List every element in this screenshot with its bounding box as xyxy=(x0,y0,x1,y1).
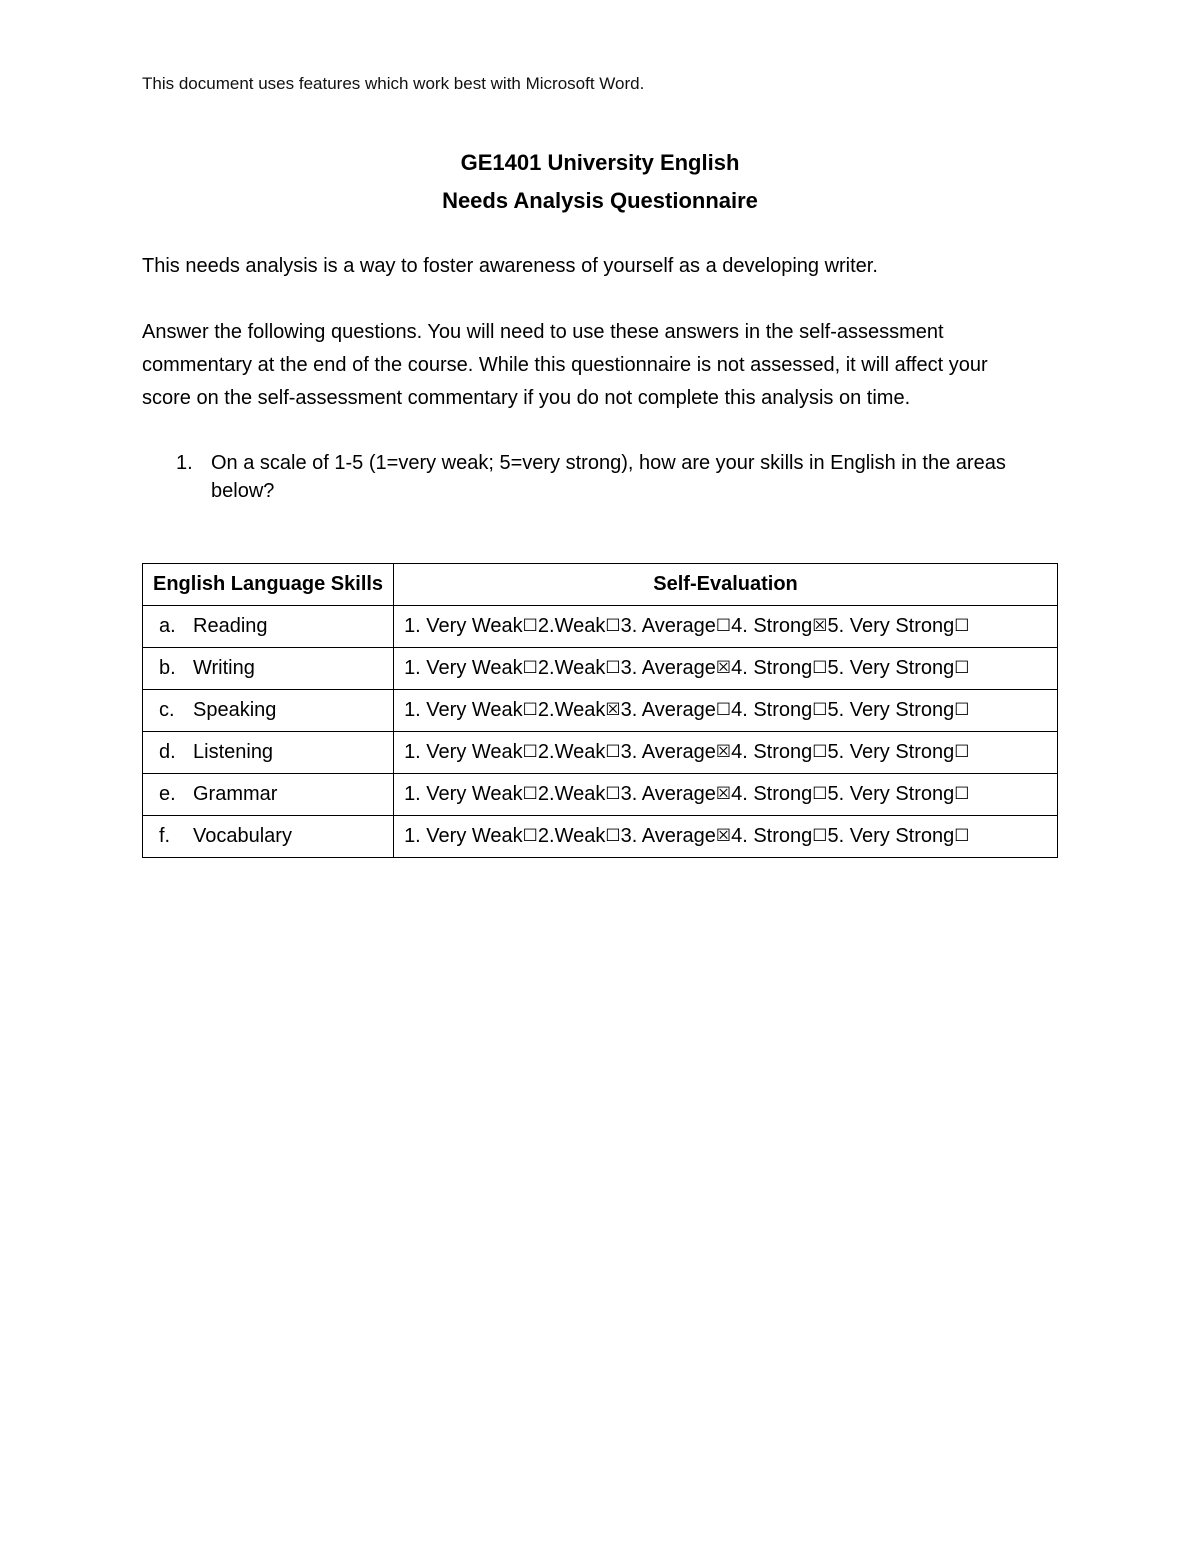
unchecked-checkbox[interactable]: ☐ xyxy=(954,742,970,762)
course-title: GE1401 University English xyxy=(460,150,740,175)
rating-option-label: 1. Very Weak xyxy=(404,741,523,763)
skill-cell xyxy=(143,732,394,774)
unchecked-checkbox[interactable]: ☐ xyxy=(812,826,828,846)
word-compatibility-notice: This document uses features which work best with Microsoft Word. xyxy=(142,74,645,93)
unchecked-checkbox[interactable]: ☐ xyxy=(954,700,970,720)
skill-letter: e. xyxy=(159,783,176,805)
question-number: 1. xyxy=(176,452,193,474)
checked-checkbox[interactable]: ☒ xyxy=(715,826,732,846)
skill-cell xyxy=(143,690,394,732)
unchecked-checkbox[interactable]: ☐ xyxy=(522,742,538,762)
rating-option-label: 2.Weak xyxy=(537,741,606,763)
rating-option-label: 4. Strong xyxy=(731,657,813,679)
rating-option-label: 1. Very Weak xyxy=(404,615,523,637)
checked-checkbox[interactable]: ☒ xyxy=(605,700,621,720)
rating-option-label: 2.Weak xyxy=(537,699,606,721)
rating-cell xyxy=(394,816,1058,858)
table-row xyxy=(143,606,1058,648)
unchecked-checkbox[interactable]: ☐ xyxy=(522,616,538,636)
rating-option-label: 3. Average xyxy=(620,657,716,679)
unchecked-checkbox[interactable]: ☐ xyxy=(605,784,621,804)
skill-name: Vocabulary xyxy=(193,825,292,847)
skills-table-body xyxy=(143,606,1058,858)
unchecked-checkbox[interactable]: ☐ xyxy=(954,826,970,846)
unchecked-checkbox[interactable]: ☐ xyxy=(522,700,538,720)
rating-option-label: 2.Weak xyxy=(537,657,606,679)
rating-option-label: 5. Very Strong xyxy=(827,615,955,637)
rating-option-label: 3. Average xyxy=(620,615,716,637)
rating-option-label: 2.Weak xyxy=(537,783,606,805)
table-row xyxy=(143,690,1058,732)
unchecked-checkbox[interactable]: ☐ xyxy=(605,742,621,762)
skills-table xyxy=(142,563,1058,858)
skill-letter: b. xyxy=(159,657,176,679)
rating-option-label: 5. Very Strong xyxy=(827,825,955,847)
questionnaire-title: Needs Analysis Questionnaire xyxy=(442,188,758,213)
table-header-row xyxy=(143,564,1058,606)
skill-name: Grammar xyxy=(193,783,278,805)
rating-option-label: 4. Strong xyxy=(731,615,813,637)
rating-option-label: 4. Strong xyxy=(731,741,813,763)
rating-option-label: 5. Very Strong xyxy=(827,741,955,763)
rating-option-label: 4. Strong xyxy=(731,825,813,847)
unchecked-checkbox[interactable]: ☐ xyxy=(715,700,732,720)
instructions-paragraph: Answer the following questions. You will need to use these answers in the self-assessment commentary at the end of the course. While this questionnaire is not assessed, it will affect your score on the self-assessment commentary if you do not complete this analysis on time. xyxy=(142,321,988,409)
skill-letter: f. xyxy=(159,825,171,847)
rating-cell xyxy=(394,648,1058,690)
rating-option-label: 3. Average xyxy=(620,825,716,847)
table-row xyxy=(143,774,1058,816)
rating-cell xyxy=(394,732,1058,774)
unchecked-checkbox[interactable]: ☐ xyxy=(605,658,621,678)
rating-option-label: 2.Weak xyxy=(537,825,606,847)
rating-option-label: 1. Very Weak xyxy=(404,783,523,805)
skill-cell xyxy=(143,774,394,816)
skill-cell xyxy=(143,648,394,690)
rating-option-label: 3. Average xyxy=(620,783,716,805)
rating-option-label: 1. Very Weak xyxy=(404,657,523,679)
skill-letter: d. xyxy=(159,741,176,763)
rating-option-label: 1. Very Weak xyxy=(404,699,523,721)
unchecked-checkbox[interactable]: ☐ xyxy=(812,700,828,720)
unchecked-checkbox[interactable]: ☐ xyxy=(522,658,538,678)
unchecked-checkbox[interactable]: ☐ xyxy=(605,616,621,636)
table-row xyxy=(143,816,1058,858)
rating-option-label: 1. Very Weak xyxy=(404,825,523,847)
unchecked-checkbox[interactable]: ☐ xyxy=(715,616,732,636)
unchecked-checkbox[interactable]: ☐ xyxy=(812,658,828,678)
rating-option-label: 5. Very Strong xyxy=(827,699,955,721)
question-text: On a scale of 1-5 (1=very weak; 5=very strong), how are your skills in English in the areas below? xyxy=(211,452,1006,502)
unchecked-checkbox[interactable]: ☐ xyxy=(954,616,970,636)
unchecked-checkbox[interactable]: ☐ xyxy=(954,658,970,678)
table-row xyxy=(143,648,1058,690)
unchecked-checkbox[interactable]: ☐ xyxy=(605,826,621,846)
header-skills: English Language Skills xyxy=(143,564,394,606)
table-row xyxy=(143,732,1058,774)
rating-option-label: 5. Very Strong xyxy=(827,657,955,679)
skill-cell xyxy=(143,606,394,648)
rating-cell xyxy=(394,690,1058,732)
skill-name: Speaking xyxy=(193,699,277,721)
unchecked-checkbox[interactable]: ☐ xyxy=(522,826,538,846)
skill-name: Writing xyxy=(193,657,255,679)
skill-letter: a. xyxy=(159,615,176,637)
checked-checkbox[interactable]: ☒ xyxy=(715,784,732,804)
unchecked-checkbox[interactable]: ☐ xyxy=(812,784,828,804)
skill-letter: c. xyxy=(159,699,175,721)
question-1 xyxy=(176,449,1056,505)
rating-cell xyxy=(394,606,1058,648)
header-self-evaluation: Self-Evaluation xyxy=(394,564,1058,606)
skill-name: Reading xyxy=(193,615,268,637)
rating-option-label: 3. Average xyxy=(620,741,716,763)
rating-option-label: 5. Very Strong xyxy=(827,783,955,805)
skill-name: Listening xyxy=(193,741,274,763)
checked-checkbox[interactable]: ☒ xyxy=(812,616,828,636)
rating-option-label: 4. Strong xyxy=(731,699,813,721)
rating-option-label: 3. Average xyxy=(620,699,716,721)
rating-cell xyxy=(394,774,1058,816)
intro-paragraph: This needs analysis is a way to foster awareness of yourself as a developing writer. xyxy=(142,255,878,277)
unchecked-checkbox[interactable]: ☐ xyxy=(522,784,538,804)
rating-option-label: 2.Weak xyxy=(537,615,606,637)
unchecked-checkbox[interactable]: ☐ xyxy=(812,742,828,762)
rating-option-label: 4. Strong xyxy=(731,783,813,805)
checked-checkbox[interactable]: ☒ xyxy=(715,742,732,762)
checked-checkbox[interactable]: ☒ xyxy=(715,658,732,678)
unchecked-checkbox[interactable]: ☐ xyxy=(954,784,970,804)
skill-cell xyxy=(143,816,394,858)
document-title xyxy=(0,144,1200,220)
